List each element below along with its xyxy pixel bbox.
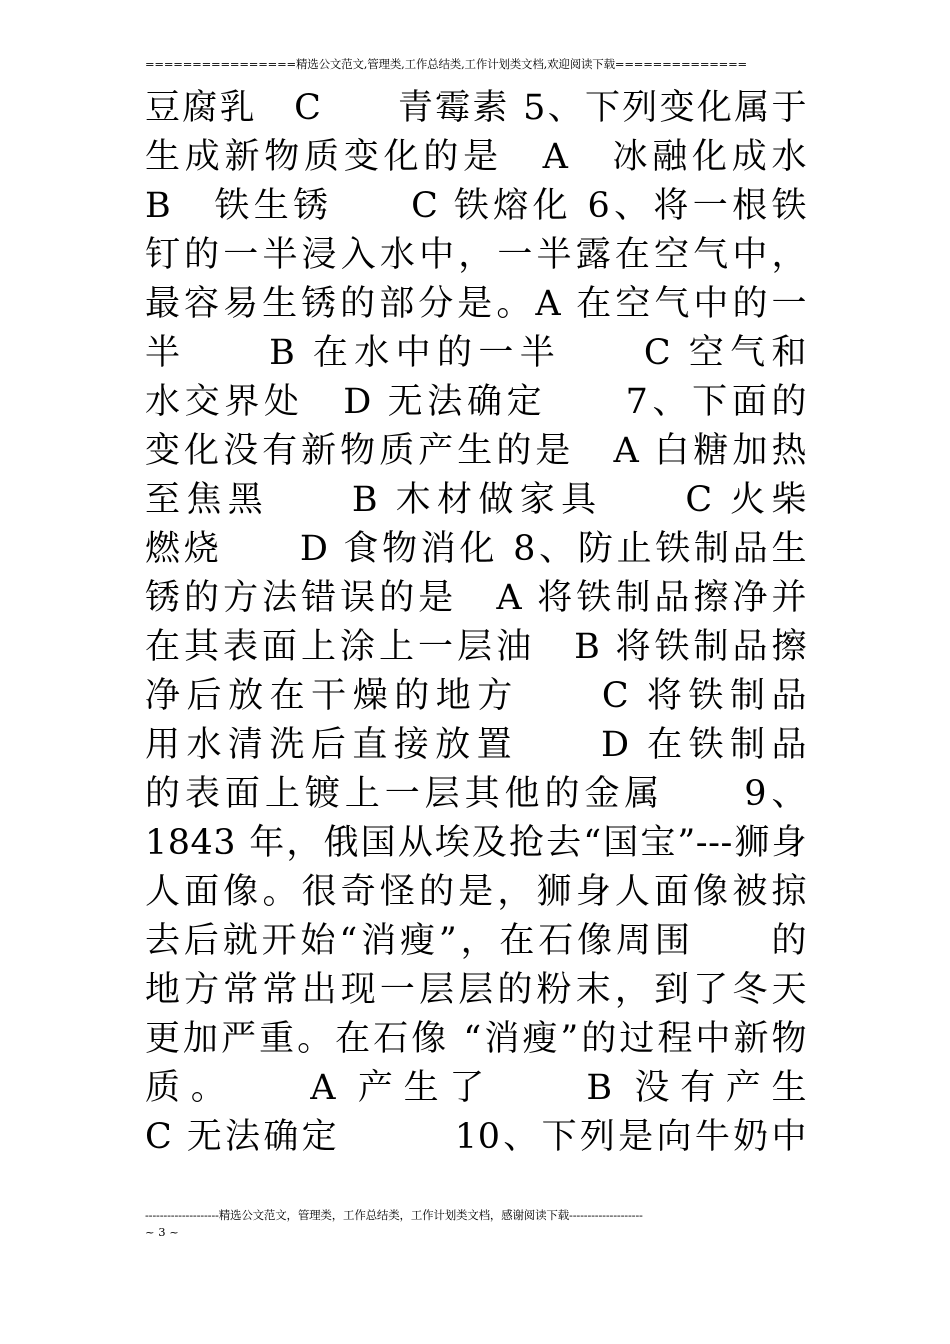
body-line: 去后就开始“消瘦”，在石像周围 的 — [145, 921, 807, 961]
body-line: 至焦黑 B 木材做家具 C 火柴 — [145, 480, 807, 520]
body-line: 变化没有新物质产生的是 A 白糖加热 — [145, 431, 807, 471]
body-line: 质。 A 产生了 B 没有产生 — [145, 1068, 807, 1108]
body-line: 豆腐乳 C 青霉素 5、下列变化属于 — [145, 88, 807, 128]
page-number: ~ 3 ~ — [145, 1225, 179, 1239]
body-line: 净后放在干燥的地方 C 将铁制品 — [145, 676, 807, 716]
body-line: C 无法确定 10、下列是向牛奶中 — [145, 1117, 807, 1157]
body-line: 生成新物质变化的是 A 冰融化成水 — [145, 137, 807, 177]
body-line: 用水清洗后直接放置 D 在铁制品 — [145, 725, 807, 765]
document-body — [145, 84, 807, 1162]
body-line: 地方常常出现一层层的粉末，到了冬天 — [145, 970, 807, 1010]
page-header: ================精选公文范文,管理类,工作总结类,工作计划类文档,欢迎阅读下载============== — [145, 57, 747, 71]
body-line: B 铁生锈 C 铁熔化 6、将一根铁 — [145, 186, 807, 226]
body-line: 锈的方法错误的是 A 将铁制品擦净并 — [145, 578, 807, 618]
body-line: 更加严重。在石像 “消瘦”的过程中新物 — [145, 1019, 807, 1059]
body-line: 燃烧 D 食物消化 8、防止铁制品生 — [145, 529, 807, 569]
body-line: 半 B 在水中的一半 C 空气和 — [145, 333, 807, 373]
body-line: 钉的一半浸入水中，一半露在空气中， — [145, 235, 807, 275]
body-line: 的表面上镀上一层其他的金属 9、 — [145, 774, 807, 814]
body-line: 最容易生锈的部分是。A 在空气中的一 — [145, 284, 807, 324]
body-line: 水交界处 D 无法确定 7、下面的 — [145, 382, 807, 422]
body-line: 1843 年，俄国从埃及抢去“国宝”---狮身 — [145, 823, 807, 863]
body-line: 人面像。很奇怪的是，狮身人面像被掠 — [145, 872, 807, 912]
body-line: 在其表面上涂上一层油 B 将铁制品擦 — [145, 627, 807, 667]
page-footer: --------------------精选公文范文，管理类，工作总结类，工作计划类文档，感谢阅读下载-------------------- — [145, 1208, 643, 1222]
